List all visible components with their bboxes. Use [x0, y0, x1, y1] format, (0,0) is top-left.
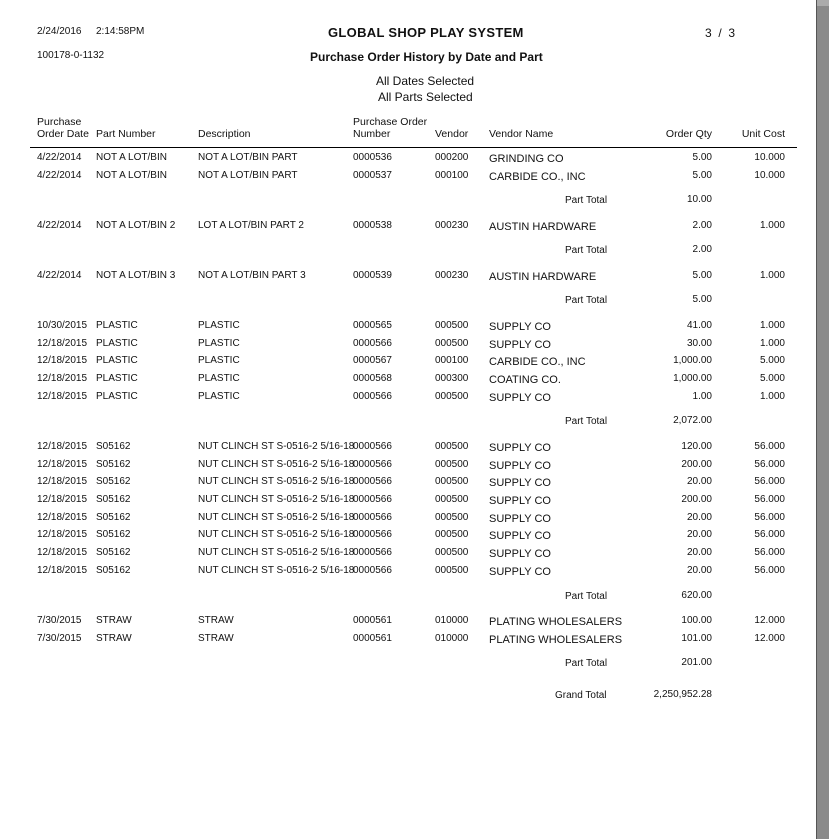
- cell-unit-cost: 10.000: [754, 170, 785, 181]
- cell-po: 0000561: [353, 615, 392, 626]
- cell-po: 0000566: [353, 529, 392, 540]
- cell-unit-cost: 12.000: [754, 615, 785, 626]
- cell-desc: NOT A LOT/BIN PART: [198, 170, 298, 181]
- cell-part: S05162: [96, 547, 131, 558]
- cell-vendor: 000500: [435, 529, 469, 540]
- cell-desc: NUT CLINCH ST S-0516-2 5/16-18: [198, 476, 355, 487]
- page-current: 3: [705, 26, 712, 40]
- col-order-qty: Order Qty: [665, 128, 712, 140]
- cell-desc: NOT A LOT/BIN PART 3: [198, 270, 306, 281]
- cell-date: 12/18/2015: [37, 441, 88, 452]
- cell-po: 0000566: [353, 441, 392, 452]
- cell-po: 0000566: [353, 476, 392, 487]
- cell-order-qty: 20.00: [686, 565, 712, 576]
- cell-po: 0000566: [353, 391, 392, 402]
- cell-vendor: 000100: [435, 170, 469, 181]
- cell-unit-cost: 1.000: [759, 220, 785, 231]
- cell-desc: PLASTIC: [198, 373, 240, 384]
- cell-date: 4/22/2014: [37, 170, 82, 181]
- cell-date: 12/18/2015: [37, 565, 88, 576]
- cell-vendor: 000500: [435, 391, 469, 402]
- cell-unit-cost: 1.000: [759, 338, 785, 349]
- col-vendor: Vendor: [435, 128, 469, 140]
- cell-order-qty: 5.00: [692, 270, 712, 281]
- cell-part: S05162: [96, 459, 131, 470]
- cell-part: STRAW: [96, 633, 132, 644]
- cell-unit-cost: 56.000: [754, 459, 785, 470]
- part-total-value: 2,072.00: [673, 415, 712, 426]
- cell-part: S05162: [96, 565, 131, 576]
- dates-selected: All Dates Selected: [376, 74, 475, 88]
- cell-order-qty: 20.00: [686, 529, 712, 540]
- cell-vname: CARBIDE CO., INC: [489, 356, 586, 368]
- grand-total-value: 2,250,952.28: [653, 689, 712, 700]
- cell-order-qty: 1,000.00: [673, 355, 712, 366]
- cell-order-qty: 5.00: [692, 170, 712, 181]
- part-total-value: 2.00: [692, 244, 712, 255]
- cell-date: 12/18/2015: [37, 512, 88, 523]
- cell-date: 7/30/2015: [37, 615, 82, 626]
- col-description: Description: [198, 128, 251, 140]
- cell-order-qty: 101.00: [681, 633, 712, 644]
- cell-vname: SUPPLY CO: [489, 513, 551, 525]
- cell-order-qty: 100.00: [681, 615, 712, 626]
- col-po-date-line2: Order Date: [37, 128, 89, 140]
- cell-unit-cost: 56.000: [754, 476, 785, 487]
- header-divider: [30, 147, 797, 148]
- cell-date: 12/18/2015: [37, 494, 88, 505]
- cell-vendor: 000500: [435, 320, 469, 331]
- cell-po: 0000568: [353, 373, 392, 384]
- cell-desc: NOT A LOT/BIN PART: [198, 152, 298, 163]
- cell-vendor: 000500: [435, 547, 469, 558]
- cell-order-qty: 20.00: [686, 512, 712, 523]
- cell-part: NOT A LOT/BIN 3: [96, 270, 176, 281]
- print-date: 2/24/2016: [37, 26, 82, 37]
- cell-unit-cost: 12.000: [754, 633, 785, 644]
- cell-unit-cost: 56.000: [754, 512, 785, 523]
- cell-vendor: 000300: [435, 373, 469, 384]
- cell-part: S05162: [96, 529, 131, 540]
- cell-unit-cost: 56.000: [754, 565, 785, 576]
- cell-po: 0000537: [353, 170, 392, 181]
- part-total-label: Part Total: [565, 416, 608, 427]
- cell-vendor: 000230: [435, 220, 469, 231]
- cell-po: 0000538: [353, 220, 392, 231]
- cell-date: 12/18/2015: [37, 529, 88, 540]
- cell-vname: SUPPLY CO: [489, 442, 551, 454]
- cell-part: PLASTIC: [96, 338, 138, 349]
- col-part-number: Part Number: [96, 128, 156, 140]
- cell-order-qty: 2.00: [692, 220, 712, 231]
- cell-desc: PLASTIC: [198, 391, 240, 402]
- cell-desc: NUT CLINCH ST S-0516-2 5/16-18: [198, 441, 355, 452]
- cell-desc: NUT CLINCH ST S-0516-2 5/16-18: [198, 512, 355, 523]
- cell-date: 12/18/2015: [37, 547, 88, 558]
- cell-unit-cost: 10.000: [754, 152, 785, 163]
- page-shadow: [817, 6, 829, 839]
- cell-desc: NUT CLINCH ST S-0516-2 5/16-18: [198, 494, 355, 505]
- col-po-number-line2: Number: [353, 128, 391, 140]
- cell-po: 0000566: [353, 512, 392, 523]
- part-total-value: 5.00: [692, 294, 712, 305]
- part-total-label: Part Total: [565, 591, 608, 602]
- cell-vname: PLATING WHOLESALERS: [489, 616, 623, 628]
- cell-vendor: 000500: [435, 338, 469, 349]
- cell-vendor: 000230: [435, 270, 469, 281]
- cell-order-qty: 41.00: [686, 320, 712, 331]
- print-time: 2:14:58PM: [96, 26, 145, 37]
- cell-desc: PLASTIC: [198, 320, 240, 331]
- cell-part: STRAW: [96, 615, 132, 626]
- cell-unit-cost: 1.000: [759, 270, 785, 281]
- part-total-label: Part Total: [565, 658, 608, 669]
- col-vendor-name: Vendor Name: [489, 128, 554, 140]
- cell-po: 0000539: [353, 270, 392, 281]
- cell-desc: LOT A LOT/BIN PART 2: [198, 220, 304, 231]
- cell-unit-cost: 5.000: [759, 355, 785, 366]
- cell-vname: SUPPLY CO: [489, 392, 551, 404]
- cell-part: S05162: [96, 441, 131, 452]
- cell-desc: PLASTIC: [198, 338, 240, 349]
- cell-order-qty: 1.00: [692, 391, 712, 402]
- cell-po: 0000566: [353, 494, 392, 505]
- cell-date: 4/22/2014: [37, 270, 82, 281]
- cell-po: 0000566: [353, 459, 392, 470]
- cell-date: 12/18/2015: [37, 476, 88, 487]
- cell-unit-cost: 56.000: [754, 547, 785, 558]
- page-total: 3: [728, 26, 736, 40]
- cell-desc: STRAW: [198, 615, 234, 626]
- cell-desc: NUT CLINCH ST S-0516-2 5/16-18: [198, 459, 355, 470]
- cell-unit-cost: 56.000: [754, 529, 785, 540]
- cell-po: 0000536: [353, 152, 392, 163]
- part-total-value: 201.00: [681, 657, 712, 668]
- cell-part: NOT A LOT/BIN 2: [96, 220, 176, 231]
- cell-part: S05162: [96, 476, 131, 487]
- cell-vendor: 010000: [435, 633, 469, 644]
- cell-part: PLASTIC: [96, 355, 138, 366]
- col-po-date-line1: Purchase: [37, 116, 82, 128]
- cell-po: 0000566: [353, 547, 392, 558]
- cell-date: 12/18/2015: [37, 373, 88, 384]
- part-total-value: 620.00: [681, 590, 712, 601]
- cell-unit-cost: 5.000: [759, 373, 785, 384]
- cell-part: PLASTIC: [96, 320, 138, 331]
- parts-selected: All Parts Selected: [378, 90, 473, 104]
- cell-part: S05162: [96, 512, 131, 523]
- cell-po: 0000567: [353, 355, 392, 366]
- cell-po: 0000566: [353, 565, 392, 576]
- cell-date: 4/22/2014: [37, 152, 82, 163]
- cell-vendor: 000500: [435, 494, 469, 505]
- cell-order-qty: 1,000.00: [673, 373, 712, 384]
- cell-part: PLASTIC: [96, 373, 138, 384]
- company-name: GLOBAL SHOP PLAY SYSTEM: [328, 25, 524, 40]
- cell-po: 0000561: [353, 633, 392, 644]
- cell-vendor: 010000: [435, 615, 469, 626]
- cell-vname: SUPPLY CO: [489, 495, 551, 507]
- cell-desc: NUT CLINCH ST S-0516-2 5/16-18: [198, 547, 355, 558]
- part-total-label: Part Total: [565, 245, 608, 256]
- page-separator: /: [718, 26, 722, 40]
- cell-order-qty: 20.00: [686, 476, 712, 487]
- cell-date: 4/22/2014: [37, 220, 82, 231]
- cell-vendor: 000200: [435, 152, 469, 163]
- cell-vname: SUPPLY CO: [489, 548, 551, 560]
- page-number: [705, 27, 735, 39]
- grand-total-label: Grand Total: [555, 690, 607, 701]
- cell-vname: SUPPLY CO: [489, 321, 551, 333]
- cell-order-qty: 20.00: [686, 547, 712, 558]
- cell-date: 7/30/2015: [37, 633, 82, 644]
- cell-vname: SUPPLY CO: [489, 530, 551, 542]
- cell-vname: COATING CO.: [489, 374, 561, 386]
- cell-order-qty: 200.00: [681, 494, 712, 505]
- cell-vname: SUPPLY CO: [489, 566, 551, 578]
- cell-po: 0000566: [353, 338, 392, 349]
- cell-vname: GRINDING CO: [489, 153, 564, 165]
- cell-unit-cost: 56.000: [754, 494, 785, 505]
- part-total-value: 10.00: [686, 194, 712, 205]
- cell-part: S05162: [96, 494, 131, 505]
- cell-vname: CARBIDE CO., INC: [489, 171, 586, 183]
- cell-date: 12/18/2015: [37, 391, 88, 402]
- cell-vname: AUSTIN HARDWARE: [489, 271, 597, 283]
- cell-part: NOT A LOT/BIN: [96, 152, 167, 163]
- cell-unit-cost: 1.000: [759, 320, 785, 331]
- cell-desc: STRAW: [198, 633, 234, 644]
- cell-vendor: 000500: [435, 459, 469, 470]
- cell-part: PLASTIC: [96, 391, 138, 402]
- cell-part: NOT A LOT/BIN: [96, 170, 167, 181]
- part-total-label: Part Total: [565, 195, 608, 206]
- cell-po: 0000565: [353, 320, 392, 331]
- col-unit-cost: Unit Cost: [741, 128, 785, 140]
- cell-vname: AUSTIN HARDWARE: [489, 221, 597, 233]
- cell-desc: NUT CLINCH ST S-0516-2 5/16-18: [198, 529, 355, 540]
- cell-vendor: 000500: [435, 476, 469, 487]
- cell-date: 12/18/2015: [37, 355, 88, 366]
- cell-order-qty: 5.00: [692, 152, 712, 163]
- cell-date: 10/30/2015: [37, 320, 88, 331]
- report-title: Purchase Order History by Date and Part: [310, 50, 543, 64]
- cell-order-qty: 200.00: [681, 459, 712, 470]
- cell-desc: NUT CLINCH ST S-0516-2 5/16-18: [198, 565, 355, 576]
- cell-vname: PLATING WHOLESALERS: [489, 634, 623, 646]
- cell-unit-cost: 1.000: [759, 391, 785, 402]
- cell-vname: SUPPLY CO: [489, 339, 551, 351]
- part-total-label: Part Total: [565, 295, 608, 306]
- cell-date: 12/18/2015: [37, 459, 88, 470]
- cell-vendor: 000500: [435, 441, 469, 452]
- col-po-number-line1: Purchase Order: [353, 116, 428, 128]
- cell-order-qty: 120.00: [681, 441, 712, 452]
- report-id: 100178-0-1132: [37, 50, 105, 61]
- cell-date: 12/18/2015: [37, 338, 88, 349]
- cell-vname: SUPPLY CO: [489, 460, 551, 472]
- cell-vendor: 000100: [435, 355, 469, 366]
- cell-vendor: 000500: [435, 512, 469, 523]
- cell-vname: SUPPLY CO: [489, 477, 551, 489]
- cell-order-qty: 30.00: [686, 338, 712, 349]
- cell-vendor: 000500: [435, 565, 469, 576]
- cell-unit-cost: 56.000: [754, 441, 785, 452]
- cell-desc: PLASTIC: [198, 355, 240, 366]
